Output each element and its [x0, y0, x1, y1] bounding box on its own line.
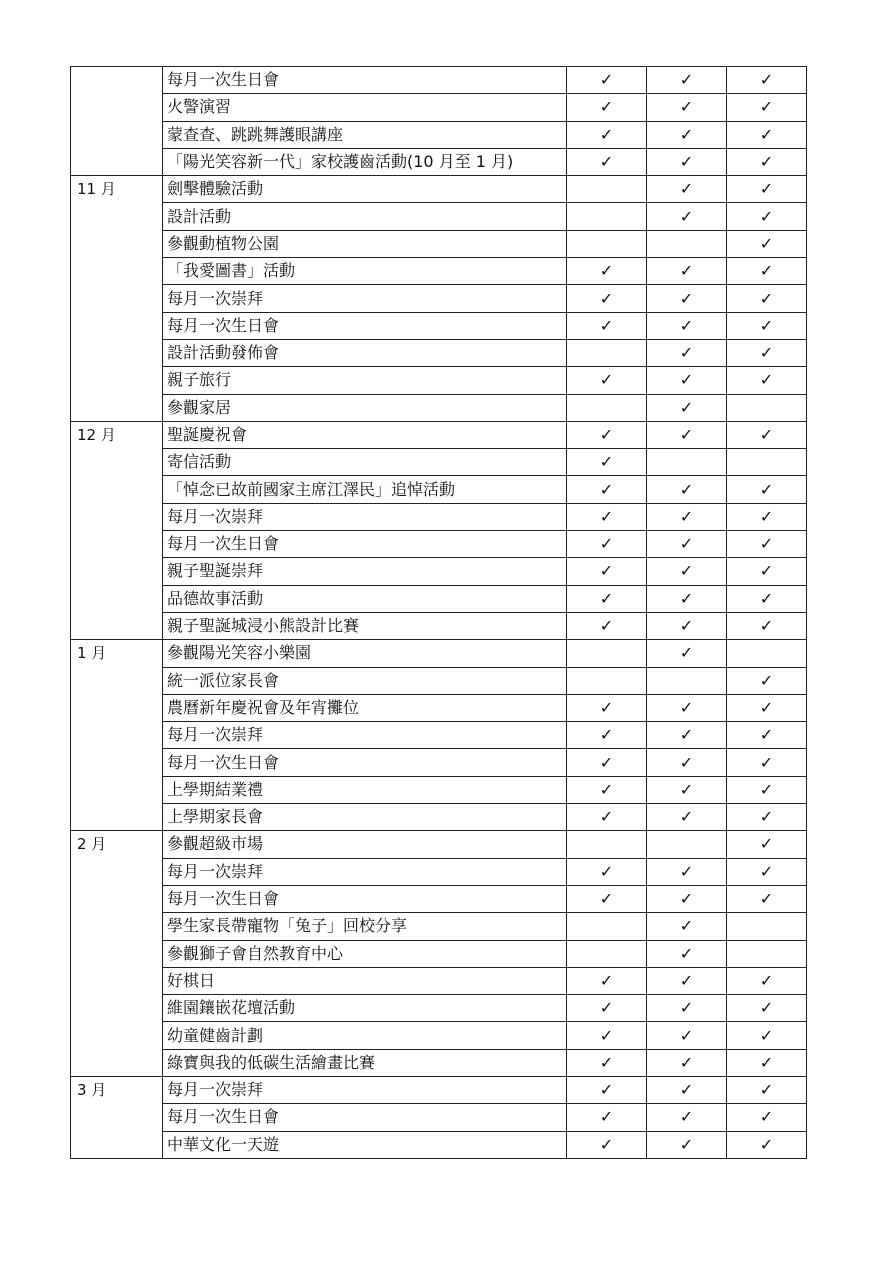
table-row — [71, 749, 807, 776]
checkmark-cell: ✓ — [647, 121, 727, 148]
table-row — [71, 940, 807, 967]
table-row — [71, 776, 807, 803]
activity-cell: 參觀超級市場 — [163, 831, 567, 858]
checkmark-cell: ✓ — [567, 67, 647, 94]
checkmark-cell: ✓ — [647, 858, 727, 885]
checkmark-cell: ✓ — [567, 1076, 647, 1103]
activity-cell: 火警演習 — [163, 94, 567, 121]
checkmark-cell: ✓ — [567, 94, 647, 121]
checkmark-cell: ✓ — [647, 776, 727, 803]
month-cell — [71, 67, 163, 176]
checkmark-cell: ✓ — [647, 367, 727, 394]
activity-cell: 農曆新年慶祝會及年宵攤位 — [163, 694, 567, 721]
table-row — [71, 176, 807, 203]
checkmark-cell: ✓ — [567, 367, 647, 394]
checkmark-cell — [727, 940, 807, 967]
month-cell: 12 月 — [71, 421, 163, 639]
checkmark-cell: ✓ — [727, 776, 807, 803]
checkmark-cell: ✓ — [727, 749, 807, 776]
checkmark-cell: ✓ — [727, 421, 807, 448]
activity-cell: 參觀陽光笑容小樂園 — [163, 640, 567, 667]
checkmark-cell: ✓ — [647, 1049, 727, 1076]
checkmark-cell: ✓ — [647, 804, 727, 831]
activity-cell: 每月一次崇拜 — [163, 503, 567, 530]
activity-cell: 好棋日 — [163, 967, 567, 994]
table-row — [71, 1104, 807, 1131]
checkmark-cell: ✓ — [727, 230, 807, 257]
table-row — [71, 230, 807, 257]
checkmark-cell: ✓ — [647, 722, 727, 749]
activity-cell: 每月一次生日會 — [163, 749, 567, 776]
table-row — [71, 339, 807, 366]
checkmark-cell: ✓ — [567, 585, 647, 612]
table-row — [71, 913, 807, 940]
checkmark-cell: ✓ — [567, 258, 647, 285]
checkmark-cell — [567, 831, 647, 858]
checkmark-cell: ✓ — [647, 1131, 727, 1158]
checkmark-cell: ✓ — [567, 1104, 647, 1131]
checkmark-cell: ✓ — [647, 503, 727, 530]
checkmark-cell: ✓ — [727, 1049, 807, 1076]
checkmark-cell: ✓ — [567, 995, 647, 1022]
table-row — [71, 1022, 807, 1049]
checkmark-cell: ✓ — [647, 176, 727, 203]
checkmark-cell — [647, 449, 727, 476]
checkmark-cell: ✓ — [567, 885, 647, 912]
checkmark-cell: ✓ — [727, 531, 807, 558]
table-row — [71, 94, 807, 121]
checkmark-cell: ✓ — [727, 476, 807, 503]
checkmark-cell: ✓ — [647, 694, 727, 721]
activity-cell: 每月一次生日會 — [163, 531, 567, 558]
table-row — [71, 312, 807, 339]
activity-cell: 每月一次崇拜 — [163, 858, 567, 885]
checkmark-cell — [647, 831, 727, 858]
checkmark-cell: ✓ — [567, 749, 647, 776]
checkmark-cell: ✓ — [567, 312, 647, 339]
activity-cell: 每月一次生日會 — [163, 1104, 567, 1131]
table-row — [71, 67, 807, 94]
checkmark-cell: ✓ — [567, 1022, 647, 1049]
checkmark-cell: ✓ — [727, 285, 807, 312]
activity-cell: 蒙查查、跳跳舞護眼講座 — [163, 121, 567, 148]
checkmark-cell: ✓ — [647, 1076, 727, 1103]
checkmark-cell: ✓ — [647, 312, 727, 339]
month-cell: 1 月 — [71, 640, 163, 831]
table-row — [71, 885, 807, 912]
checkmark-cell: ✓ — [727, 831, 807, 858]
checkmark-cell — [727, 449, 807, 476]
checkmark-cell: ✓ — [567, 148, 647, 175]
checkmark-cell: ✓ — [647, 913, 727, 940]
checkmark-cell: ✓ — [727, 176, 807, 203]
table-row — [71, 612, 807, 639]
checkmark-cell — [567, 176, 647, 203]
checkmark-cell: ✓ — [647, 1104, 727, 1131]
table-row — [71, 367, 807, 394]
activity-cell: 聖誕慶祝會 — [163, 421, 567, 448]
activity-cell: 親子聖誕崇拜 — [163, 558, 567, 585]
checkmark-cell: ✓ — [567, 967, 647, 994]
table-row — [71, 503, 807, 530]
table-row — [71, 531, 807, 558]
table-row — [71, 995, 807, 1022]
activity-cell: 每月一次崇拜 — [163, 722, 567, 749]
activity-cell: 親子旅行 — [163, 367, 567, 394]
table-row — [71, 585, 807, 612]
checkmark-cell: ✓ — [567, 503, 647, 530]
activity-cell: 上學期結業禮 — [163, 776, 567, 803]
table-row — [71, 449, 807, 476]
checkmark-cell: ✓ — [567, 804, 647, 831]
checkmark-cell — [567, 339, 647, 366]
table-row — [71, 667, 807, 694]
checkmark-cell — [567, 913, 647, 940]
activity-cell: 維園鑲嵌花壇活動 — [163, 995, 567, 1022]
checkmark-cell: ✓ — [727, 804, 807, 831]
table-row — [71, 394, 807, 421]
activity-cell: 每月一次崇拜 — [163, 1076, 567, 1103]
activity-cell: 「陽光笑容新一代」家校護齒活動(10 月至 1 月) — [163, 148, 567, 175]
checkmark-cell — [567, 667, 647, 694]
activity-cell: 上學期家長會 — [163, 804, 567, 831]
activity-cell: 親子聖誕城浸小熊設計比賽 — [163, 612, 567, 639]
activity-cell: 設計活動發佈會 — [163, 339, 567, 366]
checkmark-cell: ✓ — [727, 558, 807, 585]
table-row — [71, 640, 807, 667]
checkmark-cell — [647, 230, 727, 257]
checkmark-cell: ✓ — [727, 722, 807, 749]
checkmark-cell: ✓ — [647, 67, 727, 94]
activity-cell: 寄信活動 — [163, 449, 567, 476]
activity-cell: 學生家長帶寵物「兔子」回校分享 — [163, 913, 567, 940]
table-row — [71, 258, 807, 285]
checkmark-cell: ✓ — [727, 1022, 807, 1049]
checkmark-cell: ✓ — [647, 612, 727, 639]
month-cell: 11 月 — [71, 176, 163, 422]
checkmark-cell: ✓ — [727, 339, 807, 366]
table-row — [71, 148, 807, 175]
checkmark-cell: ✓ — [567, 722, 647, 749]
checkmark-cell: ✓ — [647, 885, 727, 912]
checkmark-cell: ✓ — [567, 285, 647, 312]
checkmark-cell: ✓ — [647, 585, 727, 612]
checkmark-cell — [727, 640, 807, 667]
checkmark-cell: ✓ — [727, 858, 807, 885]
table-row — [71, 1076, 807, 1103]
checkmark-cell — [727, 394, 807, 421]
table-row — [71, 558, 807, 585]
checkmark-cell — [567, 230, 647, 257]
checkmark-cell: ✓ — [727, 1131, 807, 1158]
checkmark-cell: ✓ — [647, 1022, 727, 1049]
table-row — [71, 476, 807, 503]
table-row — [71, 421, 807, 448]
checkmark-cell: ✓ — [567, 558, 647, 585]
activity-cell: 每月一次生日會 — [163, 312, 567, 339]
checkmark-cell: ✓ — [727, 148, 807, 175]
checkmark-cell: ✓ — [727, 67, 807, 94]
checkmark-cell: ✓ — [727, 1076, 807, 1103]
checkmark-cell: ✓ — [647, 421, 727, 448]
checkmark-cell: ✓ — [727, 1104, 807, 1131]
checkmark-cell — [567, 940, 647, 967]
month-cell: 2 月 — [71, 831, 163, 1077]
activity-cell: 參觀獅子會自然教育中心 — [163, 940, 567, 967]
activity-cell: 每月一次崇拜 — [163, 285, 567, 312]
checkmark-cell: ✓ — [647, 531, 727, 558]
checkmark-cell: ✓ — [567, 531, 647, 558]
checkmark-cell: ✓ — [567, 476, 647, 503]
checkmark-cell: ✓ — [567, 1131, 647, 1158]
checkmark-cell: ✓ — [727, 967, 807, 994]
checkmark-cell — [647, 667, 727, 694]
table-row — [71, 694, 807, 721]
activity-cell: 設計活動 — [163, 203, 567, 230]
checkmark-cell: ✓ — [647, 995, 727, 1022]
checkmark-cell — [567, 203, 647, 230]
activity-schedule-sheet — [70, 66, 806, 1159]
table-row — [71, 203, 807, 230]
activity-cell: 「悼念已故前國家主席江澤民」追悼活動 — [163, 476, 567, 503]
table-row — [71, 831, 807, 858]
checkmark-cell: ✓ — [727, 94, 807, 121]
checkmark-cell: ✓ — [647, 558, 727, 585]
checkmark-cell: ✓ — [567, 449, 647, 476]
checkmark-cell: ✓ — [567, 421, 647, 448]
checkmark-cell: ✓ — [567, 121, 647, 148]
checkmark-cell: ✓ — [727, 503, 807, 530]
checkmark-cell — [567, 394, 647, 421]
checkmark-cell: ✓ — [647, 476, 727, 503]
table-row — [71, 967, 807, 994]
checkmark-cell: ✓ — [727, 585, 807, 612]
activity-cell: 綠寶與我的低碳生活繪畫比賽 — [163, 1049, 567, 1076]
table-row — [71, 121, 807, 148]
activity-cell: 每月一次生日會 — [163, 885, 567, 912]
schedule-body — [71, 67, 807, 1159]
checkmark-cell: ✓ — [727, 995, 807, 1022]
activity-cell: 參觀動植物公園 — [163, 230, 567, 257]
activity-cell: 統一派位家長會 — [163, 667, 567, 694]
activity-cell: 幼童健齒計劃 — [163, 1022, 567, 1049]
checkmark-cell: ✓ — [647, 394, 727, 421]
checkmark-cell: ✓ — [647, 258, 727, 285]
checkmark-cell: ✓ — [727, 612, 807, 639]
table-row — [71, 1131, 807, 1158]
checkmark-cell: ✓ — [727, 258, 807, 285]
activity-cell: 中華文化一天遊 — [163, 1131, 567, 1158]
checkmark-cell: ✓ — [727, 694, 807, 721]
checkmark-cell: ✓ — [567, 694, 647, 721]
checkmark-cell: ✓ — [647, 203, 727, 230]
checkmark-cell: ✓ — [647, 940, 727, 967]
checkmark-cell: ✓ — [567, 858, 647, 885]
checkmark-cell: ✓ — [647, 94, 727, 121]
activity-cell: 劍擊體驗活動 — [163, 176, 567, 203]
checkmark-cell: ✓ — [727, 203, 807, 230]
activity-cell: 品德故事活動 — [163, 585, 567, 612]
month-cell: 3 月 — [71, 1076, 163, 1158]
table-row — [71, 1049, 807, 1076]
checkmark-cell: ✓ — [647, 285, 727, 312]
checkmark-cell: ✓ — [647, 749, 727, 776]
checkmark-cell — [567, 640, 647, 667]
checkmark-cell: ✓ — [727, 312, 807, 339]
table-row — [71, 858, 807, 885]
checkmark-cell: ✓ — [647, 148, 727, 175]
table-row — [71, 722, 807, 749]
checkmark-cell: ✓ — [647, 967, 727, 994]
checkmark-cell: ✓ — [727, 121, 807, 148]
activity-cell: 每月一次生日會 — [163, 67, 567, 94]
checkmark-cell: ✓ — [727, 367, 807, 394]
activity-cell: 「我愛圖書」活動 — [163, 258, 567, 285]
checkmark-cell — [727, 913, 807, 940]
checkmark-cell: ✓ — [727, 885, 807, 912]
checkmark-cell: ✓ — [567, 776, 647, 803]
activity-cell: 參觀家居 — [163, 394, 567, 421]
table-row — [71, 285, 807, 312]
checkmark-cell: ✓ — [567, 612, 647, 639]
checkmark-cell: ✓ — [647, 640, 727, 667]
checkmark-cell: ✓ — [647, 339, 727, 366]
checkmark-cell: ✓ — [727, 667, 807, 694]
activity-schedule-table — [70, 66, 807, 1159]
table-row — [71, 804, 807, 831]
checkmark-cell: ✓ — [567, 1049, 647, 1076]
